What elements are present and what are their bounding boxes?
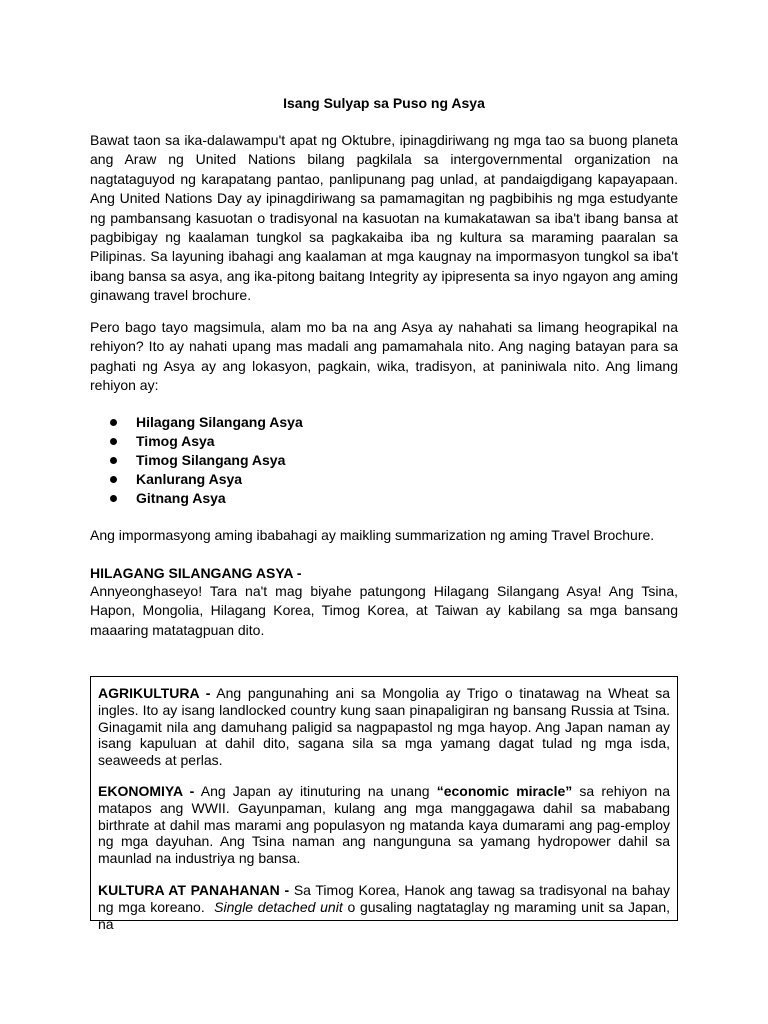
- kultura-italic: Single detached unit: [214, 898, 343, 915]
- bullet-icon: [110, 476, 117, 483]
- list-item: [110, 432, 303, 451]
- info-box: [90, 676, 678, 932]
- regions-paragraph: Pero bago tayo magsimula, alam mo ba na ang Asya ay nahahati sa limang heograpikal na rehiyon? Ito ay nahati upang mas madali ang pamamahala nito. Ang naging batayan para sa paghati ng Asya ay ang lokasyon, pagkain, wika, tradisyon, at paniniwala nito. Ang limang rehiyon ay:: [90, 319, 678, 394]
- regions-list: [110, 413, 303, 508]
- ekonomiya-text-1: Ang Japan ay itinuturing na unang: [194, 783, 437, 799]
- section-heading: HILAGANG SILANGANG ASYA -: [90, 565, 302, 581]
- bullet-icon: [110, 495, 117, 502]
- bullet-icon: [110, 419, 117, 426]
- list-item: [110, 470, 303, 489]
- list-item: [110, 489, 303, 508]
- bullet-icon: [110, 457, 117, 464]
- kultura-paragraph: [98, 882, 674, 932]
- kultura-text-2: o gusaling nagtataglay ng maraming unit sa Japan, na: [98, 898, 671, 932]
- ekonomiya-paragraph: [98, 783, 670, 867]
- intro-paragraph: Bawat taon sa ika-dalawampu't apat ng Oktubre, ipinagdiriwang ng mga tao sa buong planeta ang Araw ng United Nations bilang pagkilala sa intergovernmental organization na nagtataguyod ng karapatang pantao, panlipunang pag unlad, at pandaigdigang kapayapaan. Ang United Nations Day ay ipinagdiriwang sa pamamagitan ng pagbibihis ng mga estudyante ng pambansang kasuotan o tradisyonal na kasuotan na kumakatawan sa iba't ibang bansa at pagbibigay ng kaalaman tungkol sa pagkakaiba iba ng kultura sa maraming paaralan sa Pilipinas. Sa layuning ibahagi ang kaalaman at mga kaugnay na impormasyon tungkol sa iba't ibang bansa sa asya, ang ika-pitong baitang Integrity ay ipipresenta sa inyo ngayon ang aming ginawang travel brochure.: [90, 132, 678, 304]
- region-label: Gitnang Asya: [136, 490, 226, 506]
- page-title: Isang Sulyap sa Puso ng Asya: [283, 95, 485, 111]
- ekonomiya-label: EKONOMIYA -: [98, 783, 195, 799]
- kultura-text-1: Sa Timog Korea, Hanok ang tawag sa tradisyonal na bahay ng mga koreano.: [98, 882, 674, 915]
- list-item: [110, 413, 303, 432]
- agrikultura-text: Ang pangunahing ani sa Mongolia ay Trigo o tinatawag na Wheat sa ingles. Ito ay isang landlocked country kung saan pinapaligiran ng bansang Russia at Tsina. Ginagamit nila ang damuhang paligid sa nagpapastol ng mga hayop. Ang Japan naman ay isang kapuluan at dahil dito, sagana sila sa mga yamang dagat tulad ng mga isda, seaweeds at perlas.: [98, 685, 670, 769]
- region-label: Timog Asya: [136, 433, 215, 449]
- region-label: Hilagang Silangang Asya: [136, 414, 303, 430]
- list-item: [110, 451, 303, 470]
- kultura-label: KULTURA AT PANAHANAN -: [98, 882, 290, 898]
- bullet-icon: [110, 438, 117, 445]
- region-label: Kanlurang Asya: [136, 471, 243, 487]
- ekonomiya-text-2: sa rehiyon na matapos ang WWII. Gayunpaman, kulang ang mga manggagawa dahil sa mababang birthrate at dahil mas marami ang populasyon ng matanda kaya dumarami ang pag-employ ng mga dayuhan. Ang Tsina naman ang nangunguna sa yamang hydropower dahil sa maunlad na industriya ng bansa.: [98, 783, 670, 867]
- summary-paragraph: Ang impormasyong aming ibabahagi ay maikling summarization ng aming Travel Brochure.: [90, 527, 655, 543]
- agrikultura-label: AGRIKULTURA -: [98, 685, 211, 701]
- region-label: Timog Silangang Asya: [136, 452, 286, 468]
- section-paragraph: Annyeonghaseyo! Tara na't mag biyahe patungong Hilagang Silangang Asya! Ang Tsina, Hapon, Mongolia, Hilagang Korea, Timog Korea, at Taiwan ay kabilang sa mga bansang maaaring matatagpuan dito.: [90, 583, 678, 638]
- ekonomiya-emphasis: “economic miracle”: [436, 783, 573, 799]
- agrikultura-paragraph: [98, 685, 670, 769]
